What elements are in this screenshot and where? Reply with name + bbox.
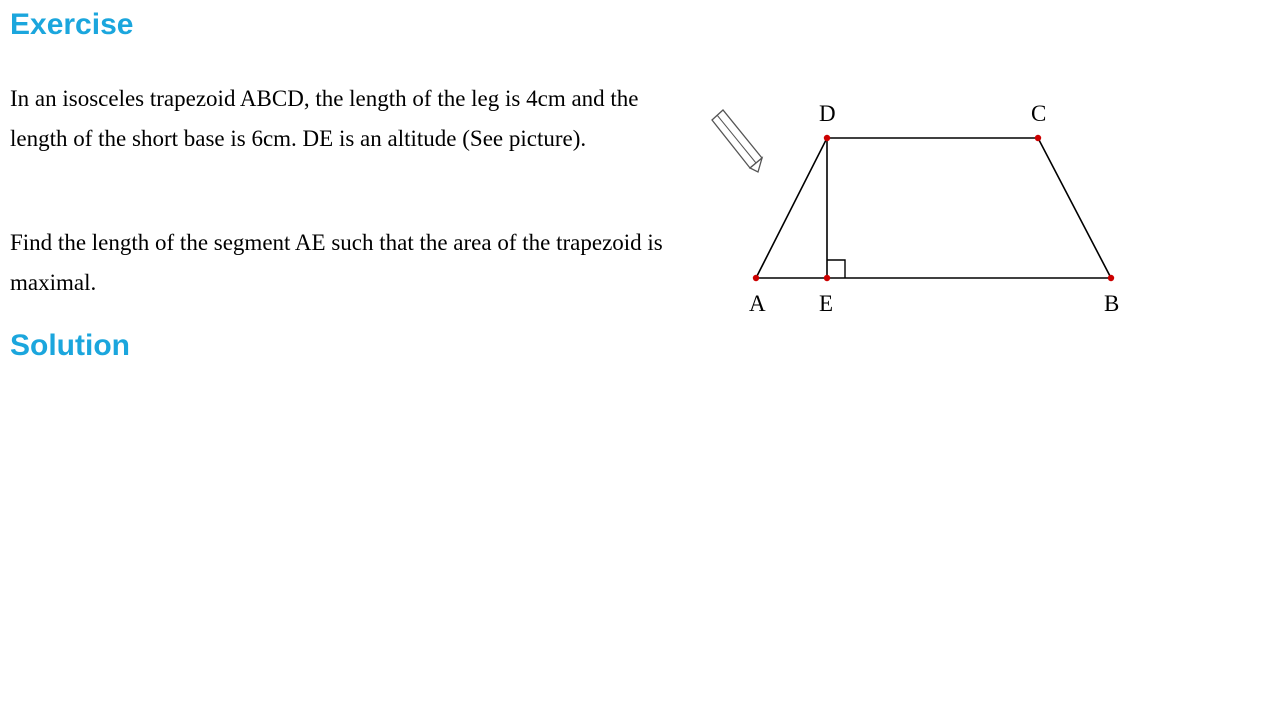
vertex-label-a: A	[749, 291, 766, 316]
vertex-point-e	[824, 275, 830, 281]
pen-cursor-icon	[712, 110, 762, 172]
vertex-point-a	[753, 275, 759, 281]
trapezoid-outline	[756, 138, 1111, 278]
trapezoid-figure	[690, 80, 1160, 340]
right-angle-marker	[827, 260, 845, 278]
vertex-label-b: B	[1104, 291, 1120, 316]
vertex-label-c: C	[1031, 101, 1047, 126]
vertex-point-c	[1035, 135, 1041, 141]
vertex-point-d	[824, 135, 830, 141]
vertex-point-b	[1108, 275, 1114, 281]
exercise-paragraph-2: Find the length of the segment AE such that the area of the trapezoid is maximal.	[10, 230, 663, 295]
solution-heading: Solution	[10, 329, 130, 362]
vertex-label-e: E	[819, 291, 834, 316]
exercise-heading: Exercise	[10, 8, 134, 41]
trapezoid-svg	[690, 80, 1160, 340]
vertex-label-d: D	[819, 101, 836, 126]
exercise-paragraph-1: In an isosceles trapezoid ABCD, the length of the leg is 4cm and the length of the short base is 6cm. DE is an altitude (See picture).	[10, 86, 639, 151]
